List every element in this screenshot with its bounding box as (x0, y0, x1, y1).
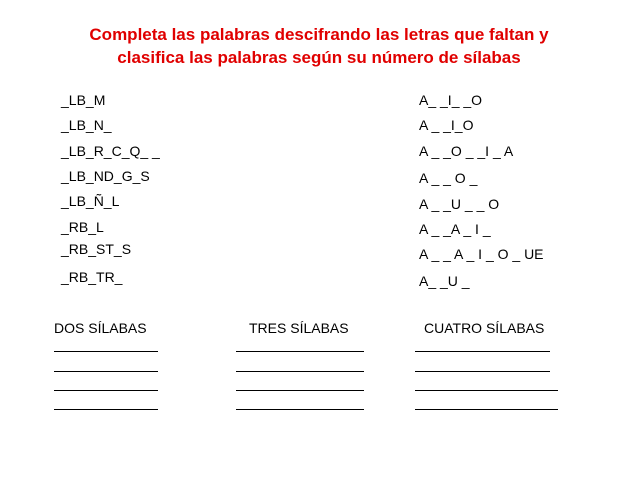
word-puzzle-item: _RB_TR_ (61, 269, 123, 285)
heading-tres-silabas: TRES SÍLABAS (249, 320, 349, 336)
answer-line[interactable] (415, 409, 558, 410)
word-puzzle-item: A _ _ O _ (419, 170, 478, 186)
word-puzzle-item: _LB_ND_G_S (61, 168, 150, 184)
word-puzzle-item: _LB_R_C_Q_ _ (61, 143, 160, 159)
word-puzzle-item: _LB_N_ (61, 117, 112, 133)
answer-line[interactable] (236, 409, 364, 410)
word-puzzle-item: A _ _A _ I _ (419, 221, 491, 237)
answer-line[interactable] (54, 351, 158, 352)
word-puzzle-item: A _ _O _ _I _ A (419, 143, 514, 159)
answer-line[interactable] (415, 390, 558, 391)
word-puzzle-item: A _ _I_O (419, 117, 474, 133)
word-puzzle-item: A _ _ A _ I _ O _ UE (419, 246, 544, 262)
answer-line[interactable] (415, 351, 550, 352)
instruction-title-line-1: Completa las palabras descifrando las letras que faltan y (89, 25, 549, 44)
word-puzzle-item: A_ _I_ _O (419, 92, 483, 108)
answer-line[interactable] (54, 409, 158, 410)
answer-line[interactable] (54, 390, 158, 391)
answer-line[interactable] (415, 371, 550, 372)
word-puzzle-item: _RB_L (61, 219, 104, 235)
answer-line[interactable] (54, 371, 158, 372)
word-puzzle-item: _LB_M (61, 92, 106, 108)
word-puzzle-item: A _ _U _ _ O (419, 196, 500, 212)
word-puzzle-item: A_ _U _ (419, 273, 470, 289)
heading-dos-silabas: DOS SÍLABAS (54, 320, 147, 336)
instruction-title-line-2: clasifica las palabras según su número de sílabas (117, 48, 521, 67)
heading-cuatro-silabas: CUATRO SÍLABAS (424, 320, 545, 336)
answer-line[interactable] (236, 371, 364, 372)
word-puzzle-item: _LB_Ñ_L (61, 193, 120, 209)
word-puzzle-item: _RB_ST_S (61, 241, 132, 257)
answer-line[interactable] (236, 351, 364, 352)
answer-line[interactable] (236, 390, 364, 391)
